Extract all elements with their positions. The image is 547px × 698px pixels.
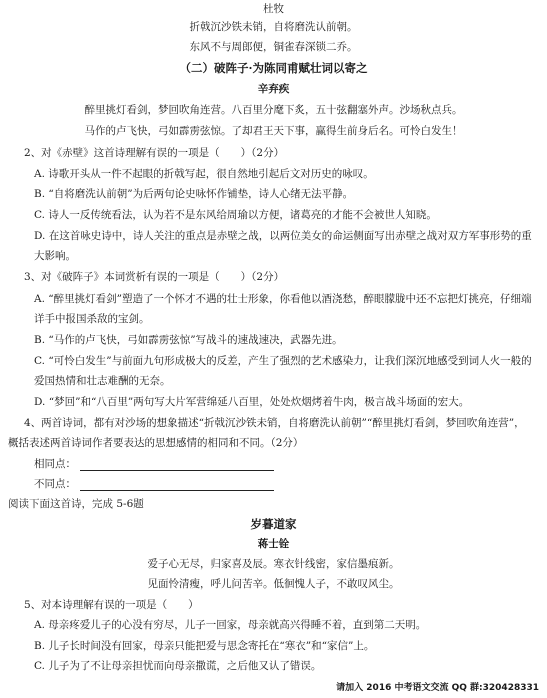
answer-line-same[interactable]: [34, 457, 274, 471]
option-a: A. “醉里挑灯看剑”塑造了一个怀才不遇的壮士形象，你看他以酒浇愁，醉眼朦胧中还不忘把灯挑亮，仔细端: [34, 293, 532, 305]
option-c: C. “可怜白发生”与前面九句形成极大的反差，产生了强烈的艺术感染力，让我们深沉地感受到词人火一般的: [34, 355, 532, 367]
poem-author: 杜牧: [263, 3, 284, 15]
same-answer-blank[interactable]: [80, 459, 274, 471]
option-d: D. “梦回”和“八百里”两句写大片军营绵延八百里，处处炊烟烤着牛肉，极言战斗场面的宏大。: [34, 396, 470, 408]
poem-line: 爱子心无尽，归家喜及辰。寒衣针线密，家信墨痕新。: [147, 558, 400, 570]
poem-author: 蒋士铨: [257, 538, 290, 550]
question-stem-continuation: 概括表述两首诗词作者要表达的思想感情的相同和不同。（2分）: [8, 437, 304, 449]
option-a: A. 诗歌开头从一件不起眼的折戟写起，很自然地引起后文对历史的咏叹。: [34, 168, 374, 180]
same-label: 相同点：: [34, 458, 76, 470]
poem-author: 辛弃疾: [257, 83, 290, 95]
answer-line-diff[interactable]: [34, 477, 274, 491]
option-b: B. “自将磨洗认前朝”为后两句论史咏怀作铺垫，诗人心绪无法平静。: [34, 188, 354, 200]
question-stem: 3、对《破阵子》本词赏析有误的一项是（ ）（2分）: [24, 271, 285, 283]
poem-title: （二）破阵子·为陈同甫赋壮词以寄之: [179, 61, 368, 75]
question-stem: 2、对《赤壁》这首诗理解有误的一项是（ ）（2分）: [24, 147, 285, 159]
option-continuation: 大影响。: [34, 250, 76, 262]
option-d: D. 在这首咏史诗中，诗人关注的重点是赤壁之战，以两位美女的命运侧面写出赤壁之战对双方军事形势的重: [34, 230, 532, 242]
reading-instruction: 阅读下面这首诗，完成 5-6题: [8, 498, 144, 510]
option-a: A. 母亲疼爱儿子的心没有穷尽，儿子一回家，母亲就高兴得睡不着，直到第二天明。: [34, 619, 427, 631]
option-b: B. “马作的卢飞快，弓如霹雳弦惊”写战斗的速战速决，武器先进。: [34, 334, 343, 346]
option-c: C. 诗人一反传统看法，认为若不是东风给周瑜以方便，诸葛亮的才能不会被世人知晓。: [34, 209, 437, 221]
diff-label: 不同点：: [34, 478, 76, 490]
footer-note: 请加入 2016 中考语文交流 QQ 群:320428331: [336, 683, 539, 693]
option-continuation: 详手中报国杀敌的宝剑。: [34, 313, 150, 325]
poem-line: 马作的卢飞快，弓如霹雳弦惊。了却君王天下事，赢得生前身后名。可怜白发生！: [84, 125, 463, 137]
poem-line: 醉里挑灯看剑，梦回吹角连营。八百里分麾下炙，五十弦翻塞外声。沙场秋点兵。: [84, 104, 463, 116]
option-b: B. 儿子长时间没有回家，母亲只能把爱与思念寄托在“寒衣”和“家信”上。: [34, 640, 375, 652]
option-c: C. 儿子为了不让母亲担忧而向母亲撒谎，之后他又认了错误。: [34, 660, 322, 672]
diff-answer-blank[interactable]: [80, 479, 274, 491]
poem-line: 折戟沉沙铁未销，自将磨洗认前朝。: [189, 21, 358, 33]
option-continuation: 爱国热情和壮志难酬的无奈。: [34, 375, 171, 387]
question-stem: 4、两首诗词，都有对沙场的想象描述“折戟沉沙铁未销，自将磨洗认前朝”“醉里挑灯看剑，梦回吹角连营”，: [24, 417, 525, 429]
poem-title: 岁暮道家: [250, 517, 297, 531]
question-stem: 5、对本诗理解有误的一项是（ ）: [24, 599, 199, 611]
poem-line: 东风不与周郎便，铜雀春深锁二乔。: [189, 41, 358, 53]
poem-line: 见面怜清瘦，呼儿问苦辛。低徊愧人子，不敢叹风尘。: [147, 578, 400, 590]
